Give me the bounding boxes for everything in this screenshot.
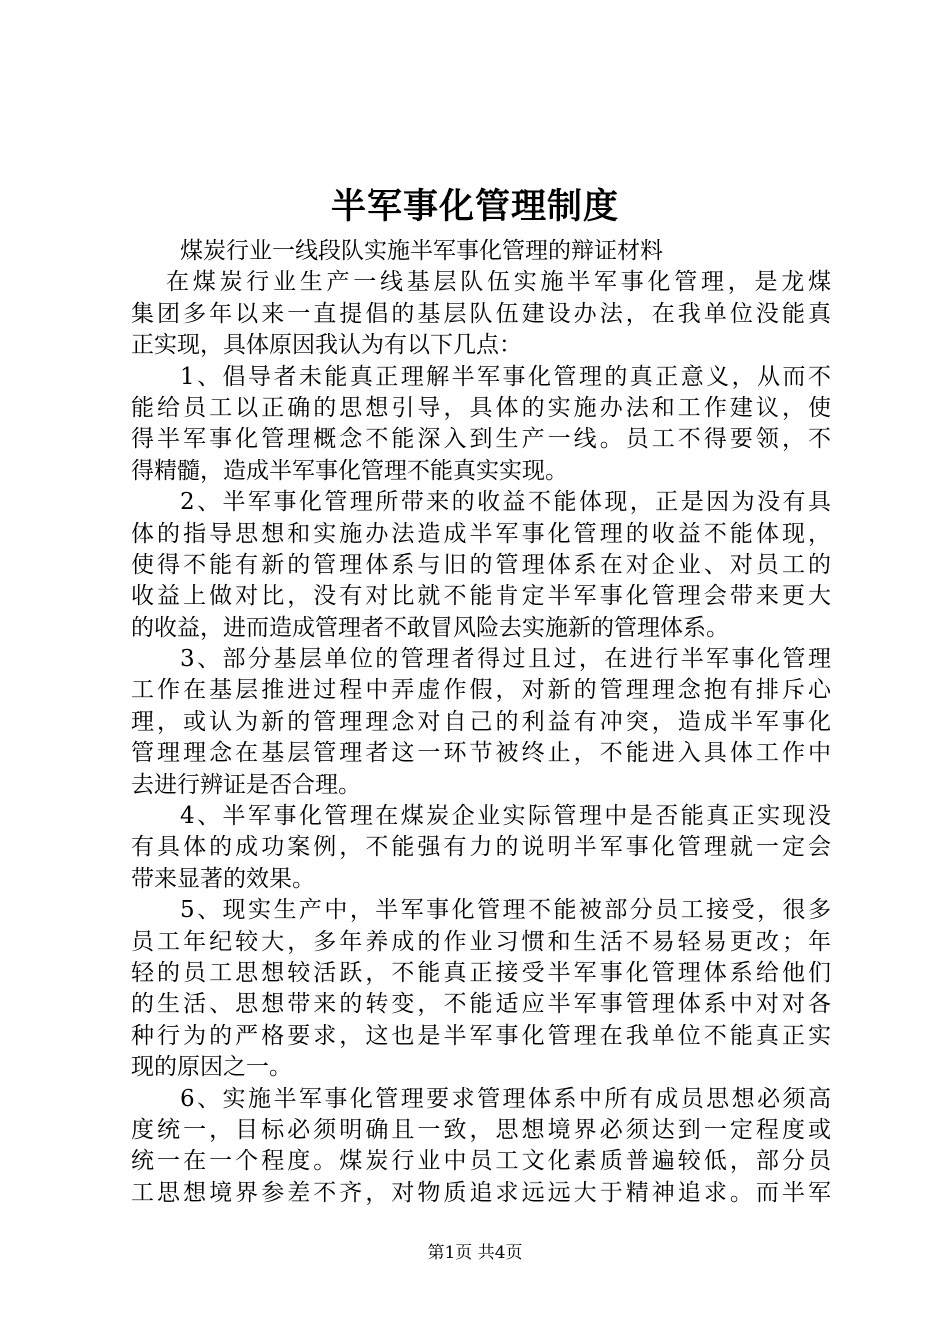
text-line: 的收益，进而造成管理者不敢冒风险去实施新的管理体系。 (131, 614, 729, 641)
text-line: 带来显著的效果。 (131, 865, 315, 892)
text-line: 去进行辨证是否合理。 (131, 771, 361, 798)
page-footer: 第1页 共4页 (427, 1243, 523, 1263)
text-line: 得精髓，造成半军事化管理不能真实实现。 (131, 457, 568, 484)
document-title: 半军事化管理制度 (330, 186, 619, 227)
text-line: 轻的员工思想较活跃，不能真正接受半军事化管理体系给他们 (131, 959, 831, 986)
text-line: 体的指导思想和实施办法造成半军事化管理的收益不能体现， (131, 520, 831, 547)
text-line: 工思想境界参差不齐，对物质追求远远大于精神追求。而半军 (131, 1179, 831, 1206)
text-line: 4、半军事化管理在煤炭企业实际管理中是否能真正实现没 (180, 803, 831, 830)
text-line: 得半军事化管理概念不能深入到生产一线。员工不得要领，不 (131, 426, 831, 453)
text-line: 煤炭行业一线段队实施半军事化管理的辩证材料 (180, 238, 663, 264)
text-line: 工作在基层推进过程中弄虚作假，对新的管理理念抱有排斥心 (131, 677, 831, 704)
text-line: 5、现实生产中，半军事化管理不能被部分员工接受，很多 (180, 897, 831, 924)
text-line: 现的原因之一。 (131, 1054, 292, 1081)
text-line: 种行为的严格要求，这也是半军事化管理在我单位不能真正实 (131, 1022, 831, 1049)
document-body (131, 236, 831, 1209)
text-line: 收益上做对比，没有对比就不能肯定半军事化管理会带来更大 (131, 583, 831, 610)
text-line: 在煤炭行业生产一线基层队伍实施半军事化管理，是龙煤 (166, 269, 831, 296)
text-line: 正实现，具体原因我认为有以下几点： (131, 332, 522, 359)
text-line: 1、倡导者未能真正理解半军事化管理的真正意义，从而不 (180, 363, 831, 390)
text-line: 3、部分基层单位的管理者得过且过，在进行半军事化管理 (180, 646, 831, 673)
text-line: 员工年纪较大，多年养成的作业习惯和生活不易轻易更改；年 (131, 928, 831, 955)
text-line: 有具体的成功案例，不能强有力的说明半军事化管理就一定会 (131, 834, 831, 861)
text-line: 使得不能有新的管理体系与旧的管理体系在对企业、对员工的 (131, 551, 831, 578)
text-line: 理，或认为新的管理理念对自己的利益有冲突，造成半军事化 (131, 708, 831, 735)
text-line: 管理理念在基层管理者这一环节被终止，不能进入具体工作中 (131, 740, 831, 767)
text-line: 统一在一个程度。煤炭行业中员工文化素质普遍较低，部分员 (131, 1148, 831, 1175)
text-line: 6、实施半军事化管理要求管理体系中所有成员思想必须高 (180, 1085, 831, 1112)
text-line: 度统一，目标必须明确且一致，思想境界必须达到一定程度或 (131, 1116, 831, 1143)
text-line: 2、半军事化管理所带来的收益不能体现，正是因为没有具 (180, 489, 831, 516)
text-line: 能给员工以正确的思想引导，具体的实施办法和工作建议，使 (131, 394, 831, 421)
text-line: 集团多年以来一直提倡的基层队伍建设办法，在我单位没能真 (131, 300, 831, 327)
text-line: 的生活、思想带来的转变，不能适应半军事管理体系中对对各 (131, 991, 831, 1018)
